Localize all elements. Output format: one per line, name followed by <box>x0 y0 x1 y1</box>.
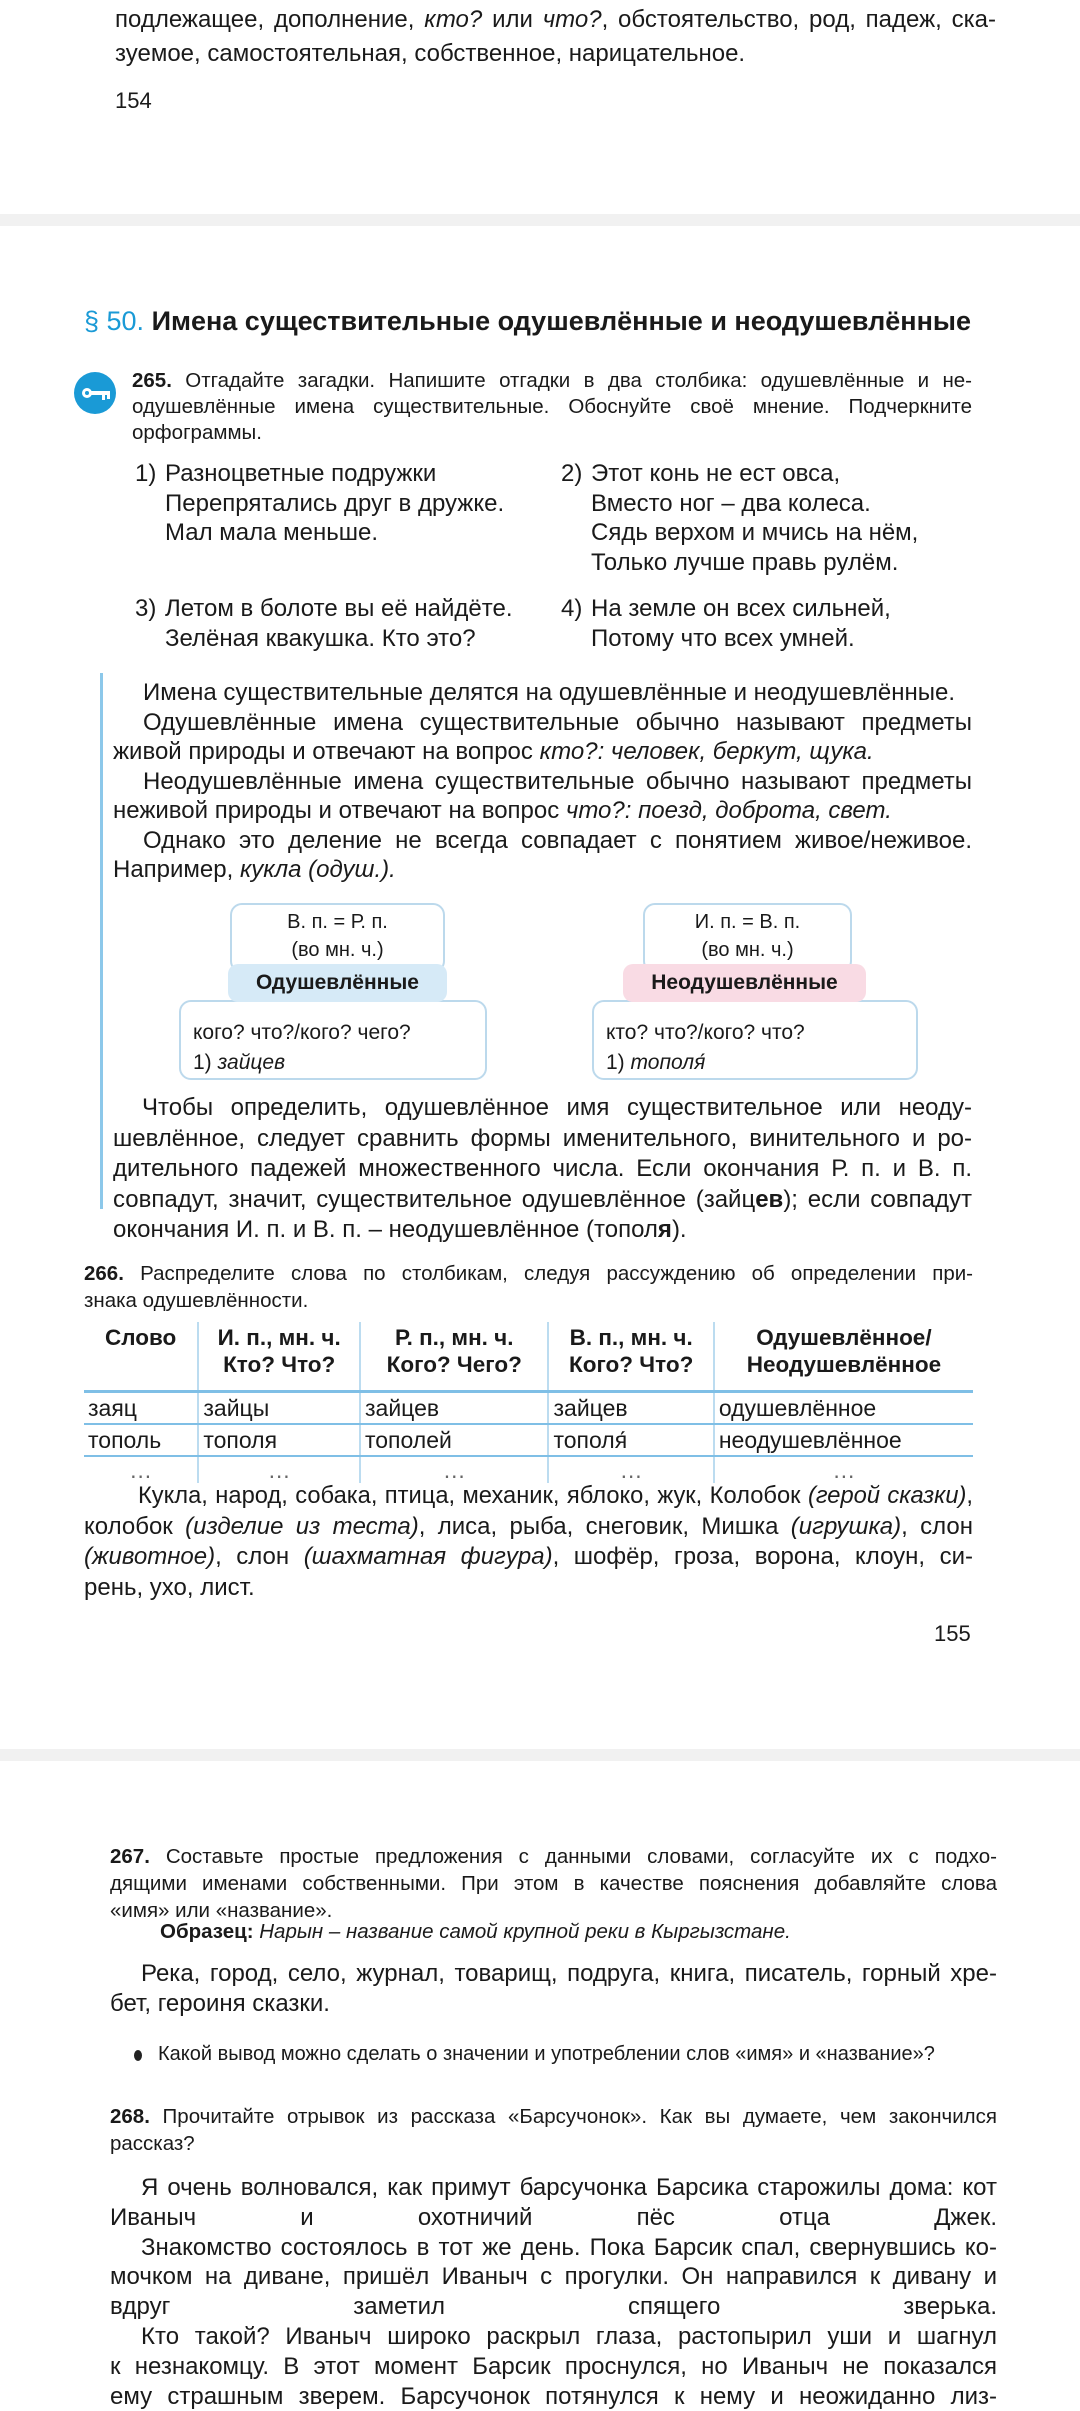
text-line <box>110 2173 997 2203</box>
table-cell: … <box>198 1456 360 1483</box>
example-word: зайцев <box>217 1051 286 1074</box>
header-line: Кого? Что? <box>569 1352 694 1377</box>
table-header-cell <box>714 1322 973 1392</box>
text-run: мочком на диване, пришёл Иваныч с прогулки. Он направился к дивану и <box>110 2263 997 2291</box>
header-line: Слово <box>105 1325 177 1350</box>
riddle-line: На земле он всех сильней, <box>591 595 891 622</box>
table-header-cell <box>198 1322 360 1392</box>
riddle-number: 2) <box>561 460 583 487</box>
text-run: Знакомство состоялось в тот же день. Пока Барсик спал, свернувшись ко- <box>141 2233 997 2261</box>
rule-sidebar <box>100 673 103 1209</box>
text-run: ему страшным зверем. Барсучонок потянулся к нему и неожиданно лиз- <box>110 2382 997 2410</box>
page-separator <box>0 214 1080 226</box>
table-cell: тополей <box>360 1424 549 1456</box>
text-line <box>110 2382 997 2411</box>
inanimate-rule-line1: И. п. = В. п. <box>694 911 801 933</box>
bold-run: 267. <box>110 1845 150 1868</box>
text-line <box>84 1542 973 1573</box>
section-heading <box>84 306 971 337</box>
text-line <box>84 1573 973 1604</box>
riddle-line: Летом в болоте вы её найдёте. <box>165 595 513 622</box>
text-run: шевлённое, следует сравнить формы именительного, винительного и ро- <box>113 1124 972 1152</box>
exercise-267-sample <box>160 1920 791 1944</box>
text-run: , обстоятельство, род, падеж, ска- <box>601 6 997 33</box>
riddle-number: 1) <box>135 460 157 487</box>
table-cell: … <box>360 1456 549 1483</box>
table-cell: зайцы <box>198 1392 360 1425</box>
text-line <box>84 1260 973 1287</box>
example-word: тополя́ <box>630 1051 706 1074</box>
exercise-266-instruction <box>84 1260 973 1314</box>
table-header-cell <box>360 1322 549 1392</box>
bold-run: 268. <box>110 2105 150 2128</box>
text-line <box>113 826 972 856</box>
inanimate-question-box <box>592 1000 918 1080</box>
text-run: неживой природы и отвечают на вопрос <box>113 797 566 824</box>
text-run: вдруг заметил спящего зверька. <box>110 2293 997 2321</box>
header-line: Кого? Чего? <box>386 1352 522 1377</box>
text-line <box>110 2322 997 2352</box>
bold-run: 266. <box>84 1262 124 1285</box>
text-run: к незнакомцу. В этот момент Барсик проснулся, но Иваныч не показался <box>110 2352 997 2380</box>
italic-run: (игрушка) <box>790 1512 902 1540</box>
exercise-268-story <box>110 2173 997 2411</box>
bold-run: ев <box>755 1185 784 1213</box>
text-line <box>132 394 972 420</box>
text-line <box>110 2262 997 2292</box>
header-line: В. п., мн. ч. <box>569 1325 693 1350</box>
key-icon <box>74 372 116 414</box>
text-run: или <box>482 6 543 33</box>
text-run: подлежащее, дополнение, <box>115 6 425 33</box>
animate-rule-line2: (во мн. ч.) <box>291 939 384 961</box>
text-run: колобок <box>84 1512 186 1540</box>
text-line <box>113 1124 972 1155</box>
text-run: Я очень волновался, как примут барсучонка Барсика старожилы дома: кот <box>141 2174 997 2201</box>
example-number: 1) <box>606 1051 631 1074</box>
italic-run: (изделие из теста) <box>185 1512 419 1540</box>
sample-label: Образец: <box>160 1920 254 1943</box>
inanimate-example <box>606 1048 916 1078</box>
bold-run: 265. <box>132 369 172 392</box>
riddle-number: 4) <box>561 595 583 622</box>
page-separator <box>0 1749 1080 1761</box>
italic-run: кукла (одуш.). <box>239 856 396 883</box>
text-run: зуемое, самостоятельная, собственное, нарицательное. <box>115 40 746 67</box>
text-line <box>110 2352 997 2382</box>
text-run: Одушевлённые имена существительные обычно называют предметы <box>143 708 972 736</box>
inanimate-questions: кто? что?/кого? что? <box>606 1021 805 1044</box>
table-cell: тополь <box>84 1424 198 1456</box>
text-run: бет, героиня сказки. <box>110 1990 330 2017</box>
riddle-line: Потому что всех умней. <box>591 624 855 652</box>
italic-run: что? <box>542 6 602 33</box>
header-line: Неодушевлённое <box>746 1352 942 1377</box>
table-header-row <box>84 1322 973 1392</box>
table-cell: тополя <box>198 1424 360 1456</box>
riddle-line: Только лучше правь рулём. <box>591 548 899 576</box>
animate-example <box>193 1048 485 1078</box>
table-row <box>84 1456 973 1483</box>
text-run: Например, <box>113 856 240 883</box>
italic-run: (животное) <box>84 1543 216 1571</box>
table-cell: одушевлённое <box>714 1392 973 1425</box>
explanation-text <box>113 1093 972 1246</box>
section-title: Имена существительные одушевлённые и неодушевлённые <box>151 306 971 336</box>
bullet-icon <box>134 2050 142 2061</box>
header-line: Кто? Что? <box>223 1352 336 1377</box>
italic-run: кто? <box>424 6 483 33</box>
header-line: Одушевлённое/ <box>756 1325 932 1350</box>
text-line <box>110 2130 997 2157</box>
exercise-267-instruction <box>110 1843 997 1924</box>
text-run: «имя» или «название». <box>110 1899 333 1922</box>
text-run: Чтобы определить, одушевлённое имя существительное или неоду- <box>142 1094 972 1121</box>
italic-run: кто?: человек, беркут, щука. <box>539 738 874 765</box>
exercise-268-instruction <box>110 2103 997 2157</box>
text-run: дительного падежей множественного числа. Если окончания Р. п. и В. п. <box>113 1155 972 1182</box>
text-run: Составьте простые предложения с данными словами, согласуйте их с подхо- <box>149 1845 997 1868</box>
text-line <box>113 708 972 738</box>
text-line <box>110 1989 997 2019</box>
table-cell: … <box>129 1457 153 1483</box>
table-header-cell <box>84 1322 198 1392</box>
table-row <box>84 1392 973 1425</box>
text-line <box>110 2203 997 2233</box>
table-cell: неодушевлённое <box>714 1424 973 1456</box>
rule-text <box>113 678 972 885</box>
text-line <box>113 1093 972 1124</box>
text-run: , слон <box>901 1512 973 1540</box>
text-line <box>84 1287 973 1314</box>
italic-run: (герой сказки) <box>807 1483 967 1509</box>
text-run: дящими именами собственными. При этом в качестве пояснения добавляйте слова <box>110 1872 997 1895</box>
bold-run: я <box>657 1216 672 1243</box>
exercise-267-question: Какой вывод можно сделать о значении и употреблении слов «имя» и «название»? <box>158 2043 935 2065</box>
table-cell: … <box>714 1456 973 1483</box>
text-line <box>132 420 972 446</box>
riddle-line: Разноцветные подружки <box>165 460 437 487</box>
text-run: орфограммы. <box>132 421 262 444</box>
text-run: рассказ? <box>110 2132 195 2155</box>
text-run: , шофёр, гроза, ворона, клоун, си- <box>552 1543 973 1571</box>
page154-text <box>115 3 996 71</box>
table-cell: зайцев <box>360 1392 549 1425</box>
italic-run: что?: поезд, доброта, свет. <box>565 797 892 824</box>
text-line <box>132 368 972 394</box>
table-cell: заяц <box>84 1392 198 1425</box>
riddle-line: Мал мала меньше. <box>165 519 379 546</box>
text-run: , слон <box>215 1543 304 1571</box>
text-line <box>113 1215 972 1246</box>
text-line <box>113 1185 972 1216</box>
header-line: Р. п., мн. ч. <box>394 1325 514 1350</box>
text-run: ); если совпадут <box>783 1185 972 1213</box>
animate-label: Одушевлённые <box>228 964 447 1002</box>
inanimate-rule-box <box>643 903 852 973</box>
animate-rule-box <box>230 903 445 973</box>
riddle-line: Сядь верхом и мчись на нём, <box>591 519 919 546</box>
riddle-line: Зелёная квакушка. Кто это? <box>165 624 476 652</box>
text-run: Прочитайте отрывок из рассказа «Барсучонок». Как вы думаете, чем закончился <box>149 2105 997 2128</box>
page-number-154: 154 <box>115 88 152 113</box>
text-line <box>113 678 972 708</box>
text-run: рень, ухо, лист. <box>84 1574 255 1602</box>
text-line <box>110 2233 997 2263</box>
text-run: , <box>966 1483 973 1509</box>
text-run: совпадут, значит, существительное одушевлённое (зайц <box>113 1185 756 1213</box>
text-line <box>84 1512 973 1543</box>
text-run: , лиса, рыба, снеговик, Мишка <box>418 1512 791 1540</box>
text-line <box>115 3 996 37</box>
text-run: Река, город, село, журнал, товарищ, подруга, книга, писатель, горный хре- <box>141 1960 997 1987</box>
exercise-265-instruction <box>132 368 972 446</box>
text-run: Кукла, народ, собака, птица, механик, яблоко, жук, Колобок <box>138 1483 808 1509</box>
inanimate-rule-line2: (во мн. ч.) <box>701 939 794 961</box>
text-run: ). <box>671 1216 687 1243</box>
exercise-267-words <box>110 1959 997 2019</box>
table-header-cell <box>548 1322 713 1392</box>
text-line <box>110 2292 997 2322</box>
text-line <box>113 737 972 767</box>
header-line: И. п., мн. ч. <box>217 1325 341 1350</box>
riddle-number: 3) <box>135 595 157 622</box>
table-cell: тополя́ <box>548 1424 713 1456</box>
table-cell: зайцев <box>548 1392 713 1425</box>
text-run: Отгадайте загадки. Напишите отгадки в два столбика: одушевлённые и не- <box>171 369 972 392</box>
text-line <box>110 1870 997 1897</box>
page-number-155: 155 <box>934 1621 971 1646</box>
text-line <box>113 1154 972 1185</box>
riddle-line: Перепрятались друг в дружке. <box>165 489 505 517</box>
exercise-266-words <box>84 1481 973 1604</box>
text-line <box>84 1481 973 1512</box>
text-line <box>113 796 972 826</box>
table-row <box>84 1424 973 1456</box>
text-line <box>113 855 972 885</box>
italic-run: (шахматная фигура) <box>303 1543 553 1571</box>
section-number: § 50. <box>84 306 145 336</box>
case-table <box>84 1322 973 1483</box>
text-line <box>113 767 972 797</box>
text-line <box>110 2103 997 2130</box>
text-line <box>110 1959 997 1989</box>
sample-text: Нарын – название самой крупной реки в Кыргызстане. <box>259 1920 791 1943</box>
text-run: Распределите слова по столбикам, следуя рассуждению об определении при- <box>123 1262 973 1285</box>
text-line <box>115 37 996 71</box>
text-run: Однако это деление не всегда совпадает с понятием живое/неживое. <box>143 826 972 854</box>
text-run: живой природы и отвечают на вопрос <box>113 738 540 765</box>
text-run: одушевлённые имена существительные. Обоснуйте своё мнение. Подчеркните <box>132 395 972 418</box>
text-run: Иваныч и охотничий пёс отца Джек. <box>110 2203 997 2231</box>
animate-question-box <box>179 1000 487 1080</box>
text-run: Кто такой? Иваныч широко раскрыл глаза, растопырил уши и шагнул <box>141 2322 997 2350</box>
riddle-line: Этот конь не ест овса, <box>591 460 841 487</box>
text-run: Имена существительные делятся на одушевлённые и неодушевлённые. <box>143 679 956 706</box>
inanimate-label: Неодушевлённые <box>623 964 866 1002</box>
animate-rule-line1: В. п. = Р. п. <box>287 911 388 933</box>
text-line <box>110 1843 997 1870</box>
table-cell: … <box>548 1456 713 1483</box>
text-run: Неодушевлённые имена существительные обычно называют предметы <box>143 767 972 795</box>
animate-questions: кого? что?/кого? чего? <box>193 1021 411 1044</box>
example-number: 1) <box>193 1051 218 1074</box>
riddle-line: Вместо ног – два колеса. <box>591 489 871 517</box>
text-run: знака одушевлённости. <box>84 1289 309 1312</box>
text-run: окончания И. п. и В. п. – неодушевлённое (топол <box>113 1216 658 1243</box>
